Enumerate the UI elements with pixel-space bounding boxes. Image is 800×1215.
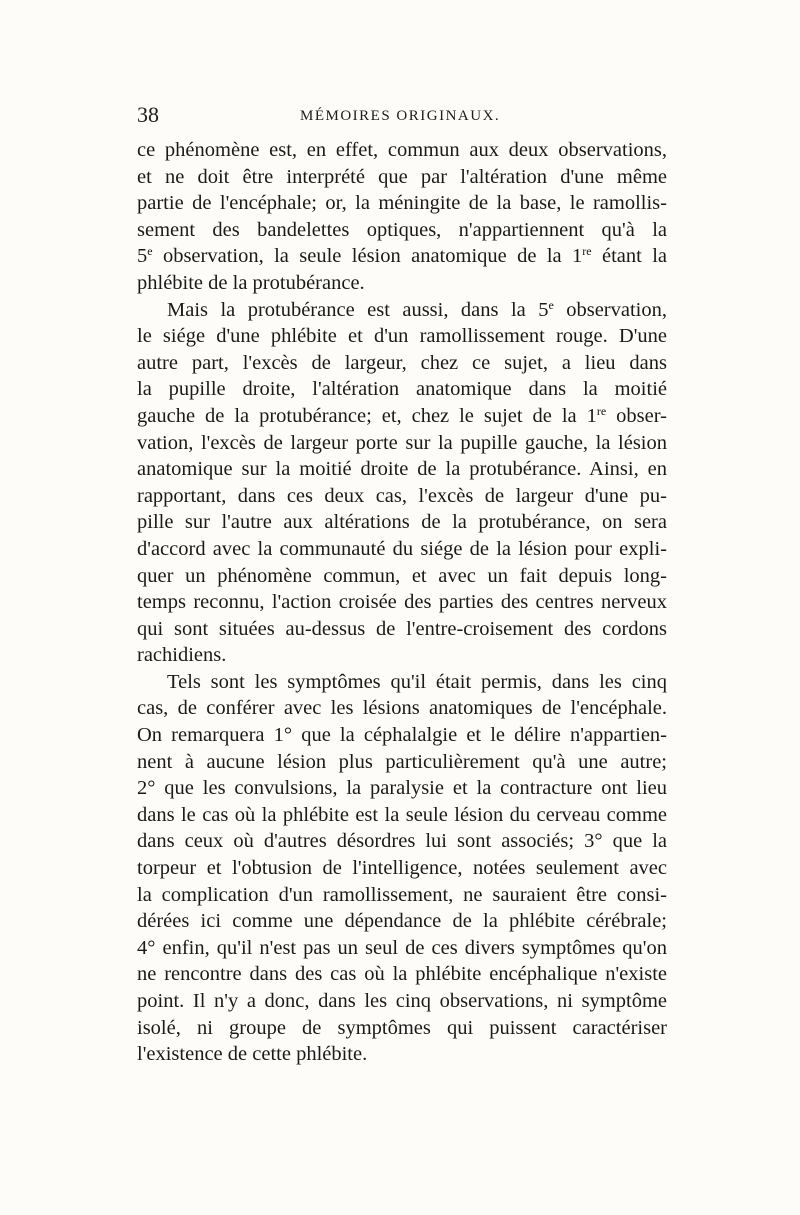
text-body [137,137,667,1068]
running-head [137,100,667,130]
paragraph [137,137,667,297]
text-line: l'existence de cette phlébite. [137,1043,368,1066]
text-line: temps reconnu, l'action croisée des parties des centres nerveux [137,591,667,614]
text-line: torpeur et l'obtusion de l'intelligence, notées seulement avec [137,857,667,880]
text-line: Mais la protubérance est aussi, dans la 5e observation, [167,297,667,321]
text-line: phlébite de la protubérance. [137,271,365,294]
text-line: anatomique sur la moitié droite de la protubérance. Ainsi, en [137,458,667,481]
page-number: 38 [137,102,159,127]
running-title: MÉMOIRES ORIGINAUX. [300,108,501,124]
text-line: rachidiens. [137,644,227,667]
text-line: sement des bandelettes optiques, n'appartiennent qu'à la [137,218,667,241]
text-line: Tels sont les symptômes qu'il était permis, dans les cinq [167,670,667,693]
text-line: 5e observation, la seule lésion anatomique de la 1re étant la [137,244,667,268]
text-line: rapportant, dans ces deux cas, l'excès de largeur d'une pu- [137,484,667,507]
text-line: vation, l'excès de largeur porte sur la pupille gauche, la lésion [137,431,667,454]
text-line: qui sont situées au-dessus de l'entre-croisement des cordons [137,617,667,640]
text-line: isolé, ni groupe de symptômes qui puissent caractériser [137,1016,667,1039]
text-line: et ne doit être interprété que par l'altération d'une même [137,165,667,188]
text-line: d'accord avec la communauté du siége de la lésion pour expli- [137,537,667,560]
text-line: la complication d'un ramollissement, ne sauraient être consi- [137,883,667,906]
text-line: gauche de la protubérance; et, chez le sujet de la 1re obser- [137,403,667,427]
text-line: ce phénomène est, en effet, commun aux deux observations, [137,139,667,161]
text-line: cas, de conférer avec les lésions anatomiques de l'encéphale. [137,697,667,720]
text-line: nent à aucune lésion plus particulièrement qu'à une autre; [137,750,667,773]
text-line: dérées ici comme une dépendance de la phlébite cérébrale; [137,910,667,933]
text-line: On remarquera 1° que la céphalalgie et le délire n'appartien- [137,724,667,747]
paragraph [137,297,667,669]
text-line: dans le cas où la phlébite est la seule lésion du cerveau comme [137,803,667,826]
text-line: le siége d'une phlébite et d'un ramollissement rouge. D'une [137,325,667,348]
text-line: quer un phénomène commun, et avec un fait depuis long- [137,564,667,587]
text-line: la pupille droite, l'altération anatomique dans la moitié [137,378,667,401]
text-line: 2° que les convulsions, la paralysie et la contracture ont lieu [137,777,667,800]
text-line: 4° enfin, qu'il n'est pas un seul de ces divers symptômes qu'on [137,936,667,959]
text-line: partie de l'encéphale; or, la méningite de la base, le ramollis- [137,192,667,215]
text-line: autre part, l'excès de largeur, chez ce sujet, a lieu dans [137,351,667,374]
text-line: pille sur l'autre aux altérations de la protubérance, on sera [137,511,667,534]
text-line: ne rencontre dans des cas où la phlébite encéphalique n'existe [137,963,667,986]
text-line: dans ceux où d'autres désordres lui sont associés; 3° que la [137,830,667,853]
text-line: point. Il n'y a donc, dans les cinq observations, ni symptôme [137,990,667,1012]
paragraph [137,669,667,1068]
